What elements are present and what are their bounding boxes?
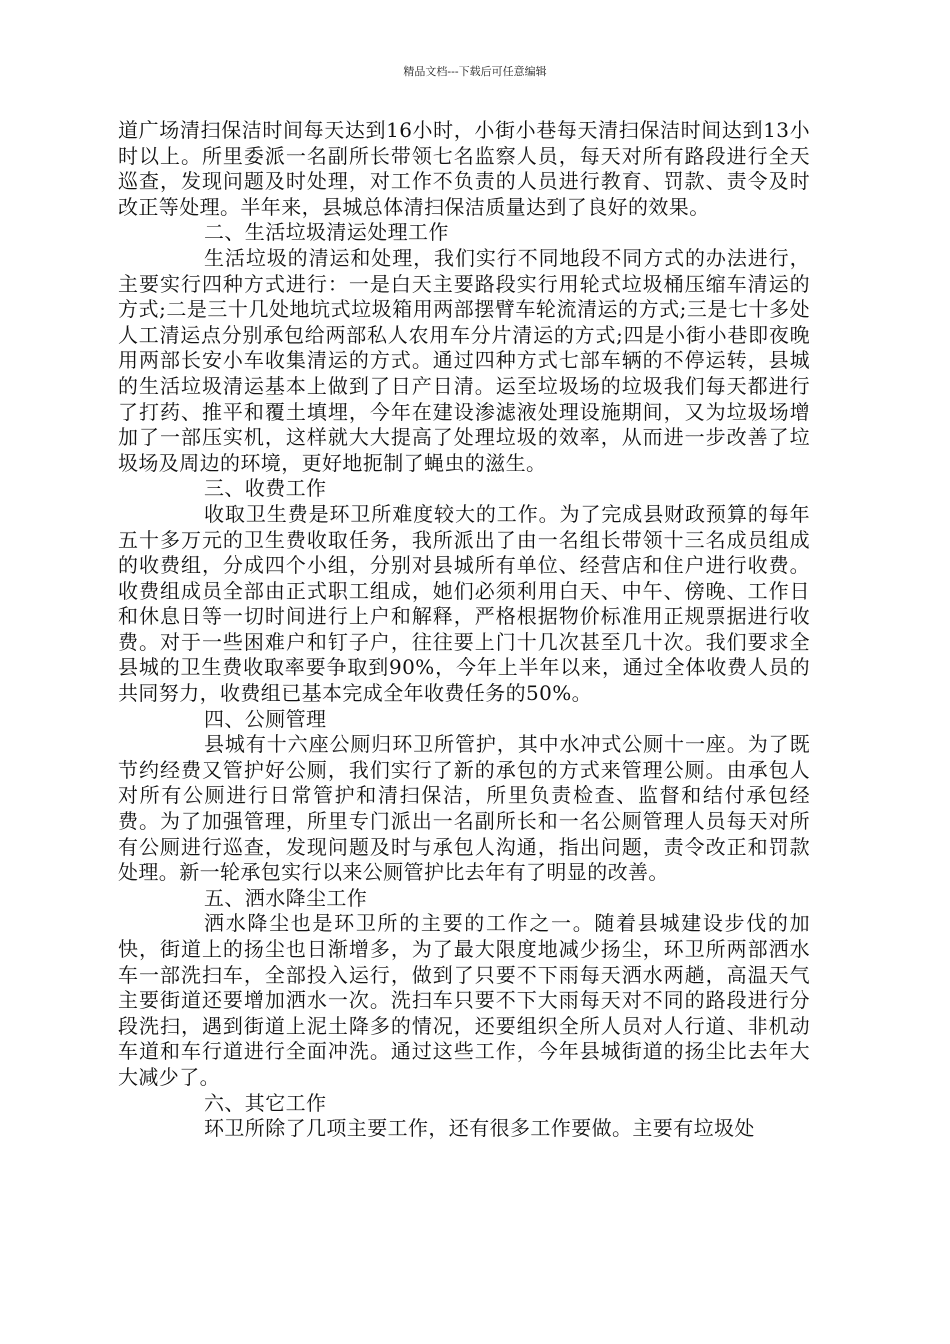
section-heading-dust-control: 五、洒水降尘工作 [204, 885, 368, 910]
section-heading-garbage-collection: 二、生活垃圾清运处理工作 [204, 220, 449, 245]
paragraph-dust-control: 洒水降尘也是环卫所的主要的工作之一。随着县城建设步伐的加快，街道上的扬尘也日渐增多，为了最大限度地减少扬尘，环卫所两部洒水车一部洗扫车，全部投入运行，做到了只要不下雨每天洒水两趟，高温天气主要街道还要增加洒水一次。洗扫车只要不下大雨每天对不同的路段进行分段洗扫，遇到街道上泥土降多的情况，还要组织全所人员对人行道、非机动车道和车行道进行全面冲洗。通过这些工作，今年县城街道的扬尘比去年大大减少了。 [118, 911, 810, 1089]
paragraph-public-toilets: 县城有十六座公厕归环卫所管护，其中水冲式公厕十一座。为了既节约经费又管护好公厕，我们实行了新的承包的方式来管理公厕。由承包人对所有公厕进行日常管护和清扫保洁，所里负责检查、监督和结付承包经费。为了加强管理，所里专门派出一名副所长和一名公厕管理人员每天对所有公厕进行巡查，发现问题及时与承包人沟通，指出问题，责令改正和罚款处理。新一轮承包实行以来公厕管护比去年有了明显的改善。 [118, 732, 810, 885]
section-heading-fee-collection: 三、收费工作 [204, 476, 327, 501]
section-heading-other-work: 六、其它工作 [204, 1090, 327, 1115]
paragraph-garbage-collection: 生活垃圾的清运和处理，我们实行不同地段不同方式的办法进行，主要实行四种方式进行：一是白天主要路段实行用轮式垃圾桶压缩车清运的方式;二是三十几处地坑式垃圾箱用两部摆臂车轮流清运的方式;三是七十多处人工清运点分别承包给两部私人农用车分片清运的方式;四是小街小巷即夜晚用两部长安小车收集清运的方式。通过四种方式七部车辆的不停运转，县城的生活垃圾清运基本上做到了日产日清。运至垃圾场的垃圾我们每天都进行了打药、推平和覆土填埋，今年在建设渗滤液处理设施期间，又为垃圾场增加了一部压实机，这样就大大提高了处理垃圾的效率，从而进一步改善了垃圾场及周边的环境，更好地扼制了蝇虫的滋生。 [118, 245, 810, 475]
header-watermark-text: 精品文档---下载后可任意编辑 [403, 65, 547, 78]
paragraph-other-work: 环卫所除了几项主要工作，还有很多工作要做。主要有垃圾处 [204, 1116, 755, 1141]
page-header [0, 64, 950, 80]
document-body [118, 118, 810, 1142]
paragraph-fee-collection: 收取卫生费是环卫所难度较大的工作。为了完成县财政预算的每年五十多万元的卫生费收取任务，我所派出了由一名组长带领十三名成员组成的收费组，分成四个小组，分别对县城所有单位、经营店和住户进行收费。收费组成员全部由正式职工组成，她们必须利用白天、中午、傍晚、工作日和休息日等一切时间进行上户和解释，严格根据物价标准用正规票据进行收费。对于一些困难户和钉子户，往往要上门十几次甚至几十次。我们要求全县城的卫生费收取率要争取到90%，今年上半年以来，通过全体收费人员的共同努力，收费组已基本完成全年收费任务的50%。 [118, 501, 810, 706]
section-heading-public-toilets: 四、公厕管理 [204, 706, 327, 731]
paragraph-cleaning-continued: 道广场清扫保洁时间每天达到16小时，小街小巷每天清扫保洁时间达到13小时以上。所里委派一名副所长带领七名监察人员，每天对所有路段进行全天巡查，发现问题及时处理，对工作不负责的人员进行教育、罚款、责令及时改正等处理。半年来，县城总体清扫保洁质量达到了良好的效果。 [118, 118, 810, 219]
